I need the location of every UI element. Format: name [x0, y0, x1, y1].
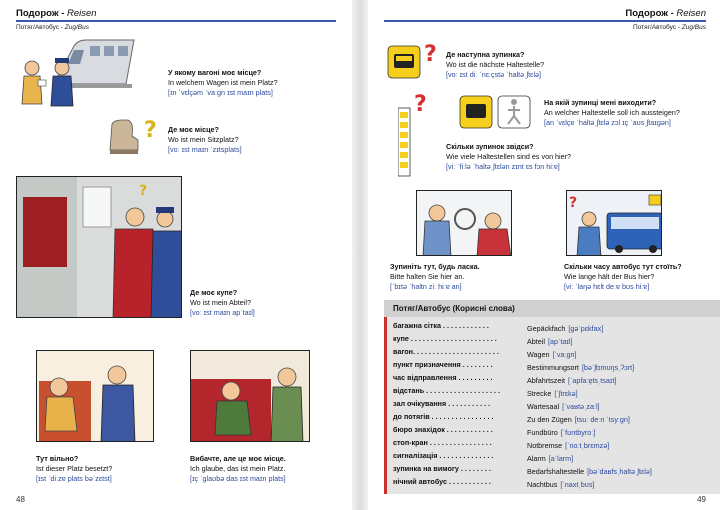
header-rule	[16, 20, 336, 22]
phrase-4: Тут вільно? Ist dieser Platz besetzt? [ɪst ˈdiːzɐ plats bəˈzɛtst]	[36, 454, 113, 483]
compartment-illustration	[16, 176, 182, 318]
phrase-2: Де моє місце? Wo ist mein Sitzplatz? [voː ɪst maɪn ˈzɪtsplats]	[168, 125, 242, 154]
vocab-row: пункт призначення . . . . . . . . Bestimmungsort [bəˈʃtɪmʊŋsˌʔɔrt]	[393, 360, 635, 372]
vocab-row: зупинка на вимогу . . . . . . . . Bedarfshaltestelle [bəˈdaʁfsˌhaltəˌʃtɛlə]	[393, 464, 652, 476]
occupied-seat-illustration	[190, 350, 310, 442]
vocab-row: сигналізація . . . . . . . . . . . . . . Alarm [aˈlarm]	[393, 451, 574, 463]
vocab-row: час відправлення . . . . . . . . . Abfahrtszeit [ˈapfaːɐ̯tsˌtsaɪt]	[393, 373, 617, 385]
phrase-5: Вибачте, але це моє місце. Ich glaube, das ist mein Platz. [ɪç ˈglaʊbə das ɪst maɪn plats]	[190, 454, 286, 483]
bus-driver-illustration	[416, 190, 512, 256]
bus-sign-illustration	[386, 42, 446, 82]
header-rule	[384, 20, 706, 22]
bus-waiting-illustration	[566, 190, 662, 256]
question-mark-icon: ?	[569, 195, 578, 211]
vocab-row: вагон. . . . . . . . . . . . . . . . . . . . . . Wagen [ˈvaːgn]	[393, 347, 577, 359]
question-mark-icon: ?	[144, 118, 157, 143]
page-subheader: Потяг/Автобус - Zug/Bus	[633, 24, 706, 31]
phrase-8: Скільки зупинок звідси? Wie viele Haltestellen sind es von hier? [viː ˈfiːlə ˈhaltəˌʃtɛlən zɪnt ɛs fɔn hiːɐ]	[446, 142, 572, 171]
free-seat-illustration	[36, 350, 154, 442]
phrase-10: Скільки часу автобус тут стоїть? Wie lange hält der Bus hier? [viː ˈlaŋə hɛlt deːɐ bʊs hiːɐ]	[564, 262, 682, 291]
page-header: Подорож - Reisen	[16, 8, 97, 19]
question-mark-icon: ?	[414, 92, 427, 117]
vocab-row: відстань . . . . . . . . . . . . . . . . . . . Strecke [ˈʃtrɛkə]	[393, 386, 578, 398]
vocab-row: нічний автобус . . . . . . . . . . . Nachtbus [ˈnaxtˌbʊs]	[393, 477, 595, 489]
left-page	[0, 0, 352, 510]
vocab-row: зал очікування . . . . . . . . . . . Wartesaal [ˈvaʁtəˌzaːl]	[393, 399, 600, 411]
phrase-9: Зупиніть тут, будь ласка. Bitte halten Sie hier an. [ˈbɪtə ˈhaltn ziː hiːɐ an]	[390, 262, 480, 291]
phrase-3: Де моє купе? Wo ist mein Abteil? [voː ɪst maɪn apˈtaɪl]	[190, 288, 255, 317]
vocab-row: бюро знахідок . . . . . . . . . . . . Fundbüro [ˈfʊntbyroː]	[393, 425, 596, 437]
vocab-row: до потягів . . . . . . . . . . . . . . . . Zu den Zügen [tsuː deːn ˈtsyːgn]	[393, 412, 630, 424]
book-gutter	[352, 0, 368, 510]
question-mark-icon: ?	[139, 183, 148, 199]
phrase-6: Де наступна зупинка? Wo ist die nächste Haltestelle? [voː ɪst diː ˈnɛːçstə ˈhaltəˌʃtɛlə]	[446, 50, 545, 79]
vocabulary-box	[384, 300, 720, 494]
page-number: 49	[697, 495, 706, 504]
phrase-1: У якому вагоні моє місце? In welchem Wagen ist mein Platz? [ɪn ˈvɛlçəm ˈvaːgn ɪst maɪn plats]	[168, 68, 278, 97]
right-page	[368, 0, 720, 510]
seat-illustration	[104, 116, 164, 160]
vocab-row: купе . . . . . . . . . . . . . . . . . . . . . . Abteil [apˈtaɪl]	[393, 334, 573, 346]
vocab-accent-bar	[384, 300, 387, 494]
page-number: 48	[16, 495, 25, 504]
page-header: Подорож - Reisen	[625, 8, 706, 19]
vocab-title: Потяг/Автобус (Корисні слова)	[384, 300, 720, 317]
phrase-7: На якій зупинці мені виходити? An welcher Haltestelle soll ich aussteigen? [an ˈvɛlçɐ ˈhaltəˌʃtɛlə zɔl ɪç ˈaʊsˌʃtaɪgən]	[544, 98, 680, 127]
page-subheader: Потяг/Автобус - Zug/Bus	[16, 24, 89, 31]
vocab-row: багажна сітка . . . . . . . . . . . . Gepäckfach [gəˈpɛkfax]	[393, 321, 604, 333]
train-illustration	[14, 36, 164, 108]
vocab-row: стоп-кран . . . . . . . . . . . . . . . . Notbremse [ˈnoːtˌbrɛmzə]	[393, 438, 610, 450]
question-mark-icon: ?	[424, 42, 437, 67]
